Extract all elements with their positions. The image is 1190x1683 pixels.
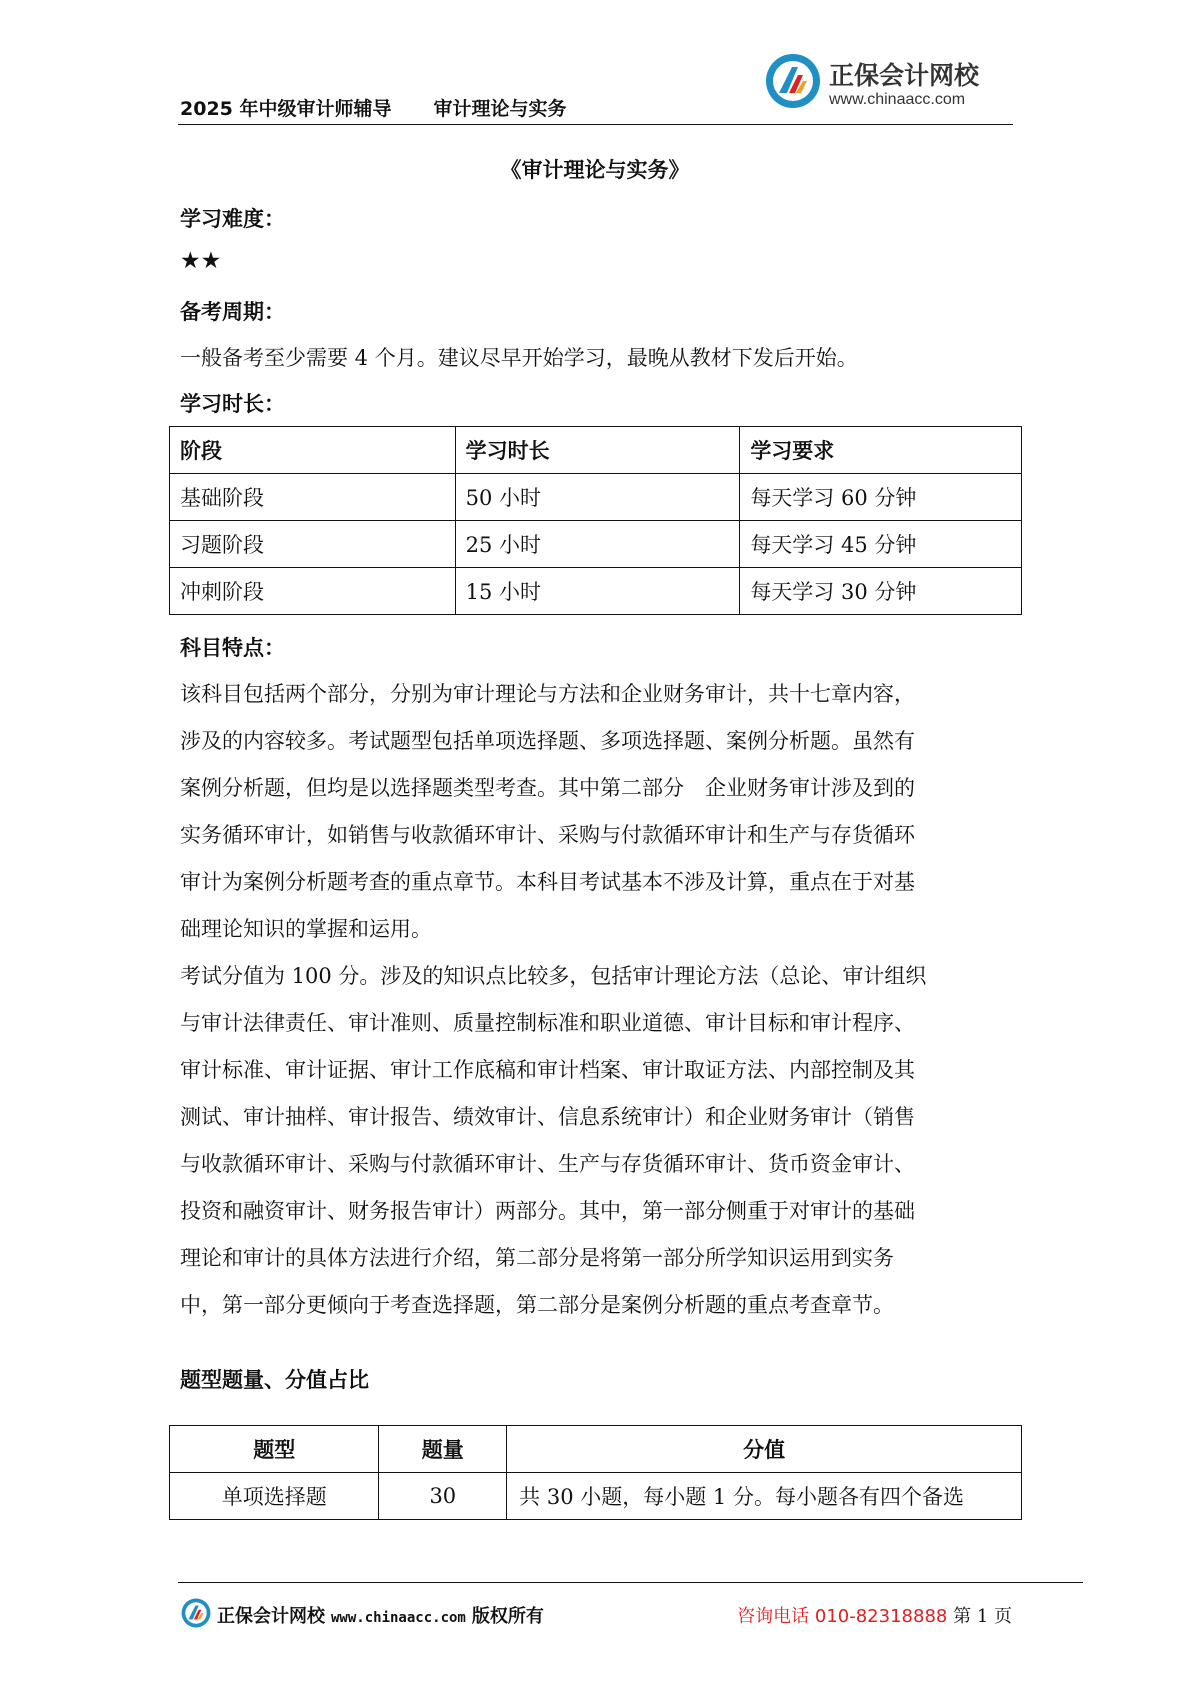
table-header-cell: 分值 (507, 1426, 1022, 1473)
features-line: 涉及的内容较多。考试题型包括单项选择题、多项选择题、案例分析题。虽然有 (180, 729, 915, 753)
duration-label: 学习时长： (180, 391, 285, 416)
footer-brand (217, 1602, 544, 1628)
table-cell: 习题阶段 (170, 521, 456, 568)
question-types-table (169, 1425, 1022, 1520)
table-cell: 每天学习 45 分钟 (740, 521, 1022, 568)
footer-divider (178, 1582, 1083, 1583)
header-series: 2025 年中级审计师辅导 (180, 98, 392, 120)
difficulty-stars: ★★ (180, 248, 222, 274)
table-cell: 单项选择题 (170, 1473, 379, 1520)
period-text: 一般备考至少需要 4 个月。建议尽早开始学习，最晚从教材下发后开始。 (180, 346, 858, 370)
header-divider (178, 124, 1013, 125)
table-cell: 30 (379, 1473, 507, 1520)
footer-logo-icon (181, 1598, 211, 1628)
features-line: 案例分析题，但均是以选择题类型考查。其中第二部分 企业财务审计涉及到的 (180, 776, 915, 800)
table-cell: 每天学习 30 分钟 (740, 568, 1022, 615)
logo-icon (765, 53, 821, 109)
logo-url[interactable]: www.chinaacc.com (829, 91, 966, 108)
features-line: 础理论知识的掌握和运用。 (180, 917, 432, 941)
table-cell: 冲刺阶段 (170, 568, 456, 615)
table-cell: 每天学习 60 分钟 (740, 474, 1022, 521)
table-header-cell: 阶段 (170, 427, 456, 474)
footer-rights: 版权所有 (471, 1606, 544, 1627)
difficulty-label: 学习难度： (180, 206, 285, 231)
table-cell: 50 小时 (455, 474, 740, 521)
features-line: 与收款循环审计、采购与付款循环审计、生产与存货循环审计、货币资金审计、 (180, 1152, 915, 1176)
logo-name: 正保会计网校 (829, 61, 980, 90)
table-cell: 基础阶段 (170, 474, 456, 521)
table-row (170, 1473, 1022, 1520)
table-header-cell: 题型 (170, 1426, 379, 1473)
table-row (170, 521, 1022, 568)
table-row (170, 568, 1022, 615)
features-line: 与审计法律责任、审计准则、质量控制标准和职业道德、审计目标和审计程序、 (180, 1011, 915, 1035)
features-line: 审计为案例分析题考查的重点章节。本科目考试基本不涉及计算，重点在于对基 (180, 870, 915, 894)
footer-brand-name: 正保会计网校 (217, 1606, 325, 1627)
features-label: 科目特点： (180, 635, 285, 660)
features-line: 该科目包括两个部分，分别为审计理论与方法和企业财务审计，共十七章内容， (180, 682, 915, 706)
table-header-row (170, 1426, 1022, 1473)
document-title: 《审计理论与实务》 (500, 157, 690, 182)
features-line: 实务循环审计，如销售与收款循环审计、采购与付款循环审计和生产与存货循环 (180, 823, 915, 847)
features-line: 考试分值为 100 分。涉及的知识点比较多，包括审计理论方法（总论、审计组织 (180, 964, 927, 988)
duration-table (169, 426, 1022, 615)
header-title (180, 94, 567, 121)
footer-url[interactable]: www.chinaacc.com (331, 1610, 466, 1626)
features-line: 测试、审计抽样、审计报告、绩效审计、信息系统审计）和企业财务审计（销售 (180, 1105, 915, 1129)
footer-info (737, 1602, 1012, 1628)
table-header-row (170, 427, 1022, 474)
header-subject: 审计理论与实务 (433, 98, 567, 120)
footer-phone: 咨询电话 010-82318888 (737, 1606, 948, 1627)
table-cell: 共 30 小题，每小题 1 分。每小题各有四个备选 (507, 1473, 1022, 1520)
features-line: 理论和审计的具体方法进行介绍，第二部分是将第一部分所学知识运用到实务 (180, 1246, 894, 1270)
table-cell: 25 小时 (455, 521, 740, 568)
features-line: 投资和融资审计、财务报告审计）两部分。其中，第一部分侧重于对审计的基础 (180, 1199, 915, 1223)
table-cell: 15 小时 (455, 568, 740, 615)
table-row (170, 474, 1022, 521)
table-header-cell: 学习时长 (455, 427, 740, 474)
question-types-label: 题型题量、分值占比 (180, 1367, 369, 1392)
features-line: 审计标准、审计证据、审计工作底稿和审计档案、审计取证方法、内部控制及其 (180, 1058, 915, 1082)
footer-page-number: 第 1 页 (953, 1606, 1012, 1627)
features-line: 中，第一部分更倾向于考查选择题，第二部分是案例分析题的重点考查章节。 (180, 1293, 894, 1317)
table-header-cell: 学习要求 (740, 427, 1022, 474)
period-label: 备考周期： (180, 299, 285, 324)
table-header-cell: 题量 (379, 1426, 507, 1473)
